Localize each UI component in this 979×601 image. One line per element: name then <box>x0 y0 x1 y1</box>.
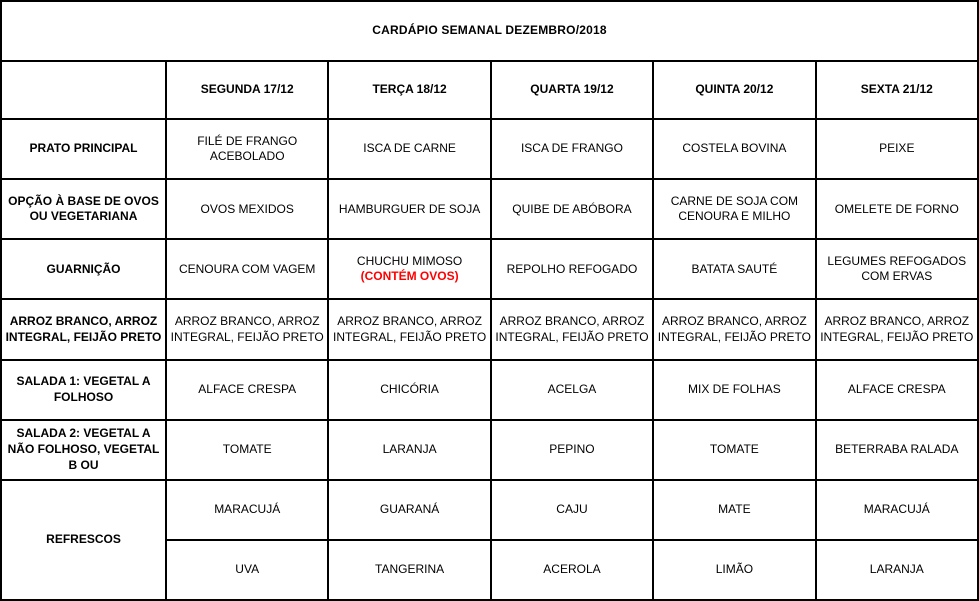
row-label-salada-1: SALADA 1: VEGETAL A FOLHOSO <box>1 360 166 420</box>
menu-cell: MARACUJÁ <box>166 480 328 540</box>
menu-cell: TOMATE <box>166 420 328 480</box>
menu-cell: ACELGA <box>491 360 653 420</box>
menu-cell: CARNE DE SOJA COM CENOURA E MILHO <box>653 179 815 239</box>
allergen-note: (CONTÉM OVOS) <box>360 269 459 284</box>
menu-cell: ISCA DE CARNE <box>328 119 490 179</box>
menu-cell: OVOS MEXIDOS <box>166 179 328 239</box>
column-header-quinta: QUINTA 20/12 <box>653 61 815 119</box>
menu-cell: CAJU <box>491 480 653 540</box>
column-header-sexta: SEXTA 21/12 <box>816 61 978 119</box>
menu-cell-text: CHUCHU MIMOSO <box>356 253 463 268</box>
row-prato-principal <box>1 119 978 179</box>
menu-cell: ARROZ BRANCO, ARROZ INTEGRAL, FEIJÃO PRETO <box>328 299 490 359</box>
menu-cell: REPOLHO REFOGADO <box>491 239 653 299</box>
row-guarnicao <box>1 239 978 299</box>
menu-cell: LIMÃO <box>653 540 815 600</box>
menu-cell: MIX DE FOLHAS <box>653 360 815 420</box>
menu-cell: ARROZ BRANCO, ARROZ INTEGRAL, FEIJÃO PRETO <box>166 299 328 359</box>
row-label-salada-2: SALADA 2: VEGETAL A NÃO FOLHOSO, VEGETAL B OU <box>1 420 166 480</box>
menu-cell: ARROZ BRANCO, ARROZ INTEGRAL, FEIJÃO PRETO <box>653 299 815 359</box>
row-refrescos-1 <box>1 480 978 540</box>
row-arroz-feijao <box>1 299 978 359</box>
column-header-quarta: QUARTA 19/12 <box>491 61 653 119</box>
menu-cell: QUIBE DE ABÓBORA <box>491 179 653 239</box>
column-header-terca: TERÇA 18/12 <box>328 61 490 119</box>
menu-cell: LARANJA <box>328 420 490 480</box>
menu-cell: TOMATE <box>653 420 815 480</box>
menu-cell: COSTELA BOVINA <box>653 119 815 179</box>
menu-cell: PEIXE <box>816 119 978 179</box>
menu-cell: BATATA SAUTÉ <box>653 239 815 299</box>
menu-cell: MATE <box>653 480 815 540</box>
menu-cell: OMELETE DE FORNO <box>816 179 978 239</box>
menu-cell: LEGUMES REFOGADOS COM ERVAS <box>816 239 978 299</box>
menu-cell: CHICÓRIA <box>328 360 490 420</box>
row-label-opcao-ovos-vegetariana: OPÇÃO À BASE DE OVOS OU VEGETARIANA <box>1 179 166 239</box>
menu-cell: ISCA DE FRANGO <box>491 119 653 179</box>
row-opcao-ovos-vegetariana <box>1 179 978 239</box>
menu-cell: ARROZ BRANCO, ARROZ INTEGRAL, FEIJÃO PRETO <box>816 299 978 359</box>
menu-cell: BETERRABA RALADA <box>816 420 978 480</box>
corner-cell <box>1 61 166 119</box>
row-salada-1 <box>1 360 978 420</box>
title-row <box>1 1 978 61</box>
row-label-guarnicao: GUARNIÇÃO <box>1 239 166 299</box>
header-row <box>1 61 978 119</box>
menu-cell: FILÉ DE FRANGO ACEBOLADO <box>166 119 328 179</box>
menu-cell: GUARANÁ <box>328 480 490 540</box>
menu-cell: TANGERINA <box>328 540 490 600</box>
row-label-arroz-feijao: ARROZ BRANCO, ARROZ INTEGRAL, FEIJÃO PRETO <box>1 299 166 359</box>
menu-cell: ARROZ BRANCO, ARROZ INTEGRAL, FEIJÃO PRETO <box>491 299 653 359</box>
menu-cell: MARACUJÁ <box>816 480 978 540</box>
menu-cell: HAMBURGUER DE SOJA <box>328 179 490 239</box>
menu-cell: UVA <box>166 540 328 600</box>
row-salada-2 <box>1 420 978 480</box>
column-header-segunda: SEGUNDA 17/12 <box>166 61 328 119</box>
menu-cell: ACEROLA <box>491 540 653 600</box>
menu-cell: ALFACE CRESPA <box>816 360 978 420</box>
menu-cell: CENOURA COM VAGEM <box>166 239 328 299</box>
menu-cell: PEPINO <box>491 420 653 480</box>
page-title: CARDÁPIO SEMANAL DEZEMBRO/2018 <box>1 1 978 61</box>
menu-cell: LARANJA <box>816 540 978 600</box>
row-label-prato-principal: PRATO PRINCIPAL <box>1 119 166 179</box>
menu-cell: ALFACE CRESPA <box>166 360 328 420</box>
row-label-refrescos: REFRESCOS <box>1 480 166 600</box>
menu-cell <box>328 239 490 299</box>
